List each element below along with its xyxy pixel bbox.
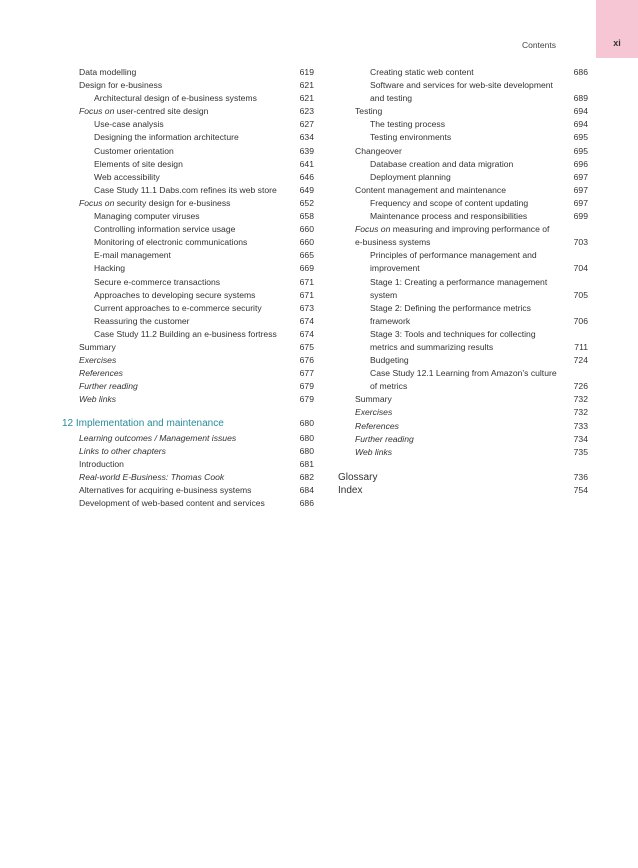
toc-entry-title-text: measuring and improving performance of [390, 224, 550, 235]
toc-entry-title: Database creation and data migration [370, 158, 514, 169]
toc-entry [62, 79, 314, 92]
toc-entry [338, 289, 588, 302]
toc-entry-title: Stage 2: Defining the performance metrics [370, 302, 531, 313]
toc-entry-page: 676 [299, 355, 314, 366]
toc-entry-page: 665 [299, 250, 314, 261]
toc-entry-title: system [370, 289, 398, 300]
toc-entry [62, 171, 314, 184]
toc-entry-title: Current approaches to e-commerce security [94, 302, 262, 313]
toc-entry-page: 697 [573, 197, 588, 208]
toc-entry [62, 484, 314, 497]
toc-entry-title: Glossary [338, 471, 378, 483]
toc-entry-page: 724 [573, 355, 588, 366]
toc-entry [338, 406, 588, 419]
toc-entry [62, 184, 314, 197]
toc-entry-title: E-mail management [94, 250, 171, 261]
toc-entry [62, 393, 314, 406]
toc-chapter-heading [62, 417, 314, 430]
toc-entry [338, 315, 588, 328]
toc-entry-page: 623 [299, 106, 314, 117]
toc-entry-prefix: Focus on [355, 224, 391, 235]
toc-entry-page: 703 [573, 237, 588, 248]
toc-entry-title: Exercises [79, 355, 117, 366]
toc-entry-title: Index [338, 484, 363, 496]
toc-entry [62, 341, 314, 354]
toc-entry-title: Creating static web content [370, 67, 474, 77]
toc-entry-title: Secure e-commerce transactions [94, 276, 221, 287]
toc-entry-title: Real-world E-Business: Thomas Cook [79, 471, 225, 482]
toc-entry-page: 627 [299, 119, 314, 130]
toc-entry-title: Elements of site design [94, 158, 183, 169]
toc-entry-title: Web links [79, 394, 117, 405]
toc-entry-title: Reassuring the customer [94, 315, 190, 326]
toc-entry [62, 92, 314, 105]
toc-entry [338, 276, 588, 289]
toc-entry [338, 262, 588, 275]
toc-entry [338, 380, 588, 393]
toc-entry-title: Case Study 11.1 Dabs.com refines its web store [94, 184, 277, 195]
toc-entry [338, 131, 588, 144]
toc-entry-page: 658 [299, 211, 314, 222]
toc-entry-page: 646 [299, 171, 314, 182]
toc-entry [338, 420, 588, 433]
toc-entry [62, 367, 314, 380]
toc-entry-title: Exercises [355, 407, 393, 418]
page-number: xi [613, 38, 621, 48]
toc-entry-page: 674 [299, 315, 314, 326]
toc-entry [338, 354, 588, 367]
toc-entry-page: 680 [299, 445, 314, 456]
toc-entry [62, 354, 314, 367]
toc-entry-title: Summary [355, 394, 392, 405]
toc-entry-title: Data modelling [79, 67, 137, 77]
toc-entry-page: 652 [299, 197, 314, 208]
toc-entry [338, 302, 588, 315]
toc-entry-title: metrics and summarizing results [370, 341, 494, 352]
toc-entry-page: 694 [573, 106, 588, 117]
toc-entry [62, 158, 314, 171]
toc-entry-title: Budgeting [370, 355, 409, 366]
toc-entry [62, 276, 314, 289]
toc-entry-page: 697 [573, 171, 588, 182]
toc-entry-title: Frequency and scope of content updating [370, 197, 529, 208]
toc-column-left [62, 66, 314, 510]
toc-entry [338, 223, 588, 236]
toc-entry-title: of metrics [370, 381, 408, 392]
toc-entry-title: Web accessibility [94, 171, 160, 182]
toc-entry-page: 734 [573, 433, 588, 444]
toc-entry [338, 393, 588, 406]
toc-entry-page: 621 [299, 93, 314, 104]
toc-entry-page: 680 [299, 418, 314, 429]
toc-entry [338, 197, 588, 210]
toc-entry-title [79, 197, 300, 210]
toc-entry-page: 621 [299, 80, 314, 91]
toc-entry-title [79, 105, 300, 118]
toc-entry [338, 367, 588, 380]
toc-entry [62, 432, 314, 445]
toc-entry-title: Architectural design of e-business systems [94, 93, 257, 104]
toc-entry [338, 210, 588, 223]
toc-entry-title: Further reading [355, 433, 414, 444]
toc-entry-title: Customer orientation [94, 145, 174, 156]
toc-entry-page: 704 [573, 263, 588, 274]
toc-entry-title: References [79, 368, 123, 379]
toc-entry [338, 484, 588, 497]
toc-entry [62, 445, 314, 458]
toc-entry [62, 289, 314, 302]
toc-entry-title [355, 223, 588, 236]
toc-entry-title: Case Study 12.1 Learning from Amazon’s culture [370, 368, 557, 379]
toc-entry-title: Software and services for web-site development [370, 80, 553, 91]
toc-entry-page: 706 [573, 315, 588, 326]
toc-entry-page: 674 [299, 328, 314, 339]
toc-entry-page: 679 [299, 394, 314, 405]
toc-entry-page: 686 [573, 67, 588, 77]
toc-entry-title: Stage 1: Creating a performance management [370, 276, 548, 287]
toc-entry [62, 380, 314, 393]
toc-entry-page: 671 [299, 276, 314, 287]
toc-entry-page: 695 [573, 132, 588, 143]
toc-entry-title: Development of web-based content and services [79, 498, 265, 508]
toc-entry [338, 249, 588, 262]
toc-entry [62, 458, 314, 471]
toc-entry-title: Introduction [79, 458, 124, 469]
toc-entry-page: 733 [573, 420, 588, 431]
toc-entry-page: 669 [299, 263, 314, 274]
toc-entry-page: 634 [299, 132, 314, 143]
page-number-tab [596, 0, 638, 58]
toc-entry-title: Designing the information architecture [94, 132, 239, 143]
toc-entry [338, 79, 588, 92]
toc-entry-page: 660 [299, 224, 314, 235]
toc-entry-page: 619 [299, 67, 314, 77]
toc-entry [338, 446, 588, 459]
toc-entry-page: 732 [573, 394, 588, 405]
toc-entry-page: 677 [299, 368, 314, 379]
toc-entry-page: 726 [573, 381, 588, 392]
toc-entry [338, 471, 588, 484]
toc-entry [338, 433, 588, 446]
toc-entry-page: 732 [573, 407, 588, 418]
toc-entry-title: Design for e-business [79, 80, 163, 91]
toc-entry-title: Further reading [79, 381, 138, 392]
toc-entry-prefix: Focus on [79, 197, 115, 208]
toc-entry-title: Stage 3: Tools and techniques for collecting [370, 328, 536, 339]
toc-entry-title: Case Study 11.2 Building an e-business fortress [94, 328, 277, 339]
toc-entry-title: Content management and maintenance [355, 184, 506, 195]
toc-entry-title: improvement [370, 263, 420, 274]
toc-entry-title: Managing computer viruses [94, 211, 200, 222]
toc-entry-page: 736 [573, 471, 588, 482]
toc-entry-title: 12 Implementation and maintenance [62, 418, 224, 430]
toc-entry [62, 497, 314, 510]
toc-entry-page: 639 [299, 145, 314, 156]
toc-entry-title: Summary [79, 341, 116, 352]
toc-entry [62, 262, 314, 275]
toc-entry [62, 210, 314, 223]
toc-entry-page: 684 [299, 484, 314, 495]
toc-entry-page: 649 [299, 184, 314, 195]
toc-entry [62, 145, 314, 158]
toc-entry-title: e-business systems [355, 237, 431, 248]
toc-entry-page: 679 [299, 381, 314, 392]
toc-entry-title: Changeover [355, 145, 402, 156]
toc-entry-page: 696 [573, 158, 588, 169]
toc-entry [62, 131, 314, 144]
toc-entry-page: 689 [573, 93, 588, 104]
toc-entry [62, 118, 314, 131]
toc-entry-page: 694 [573, 119, 588, 130]
toc-entry-title: Learning outcomes / Management issues [79, 432, 237, 443]
toc-entry-title-text: security design for e-business [114, 197, 231, 208]
toc-entry-page: 641 [299, 158, 314, 169]
toc-entry-page: 754 [573, 484, 588, 495]
toc-entry [338, 118, 588, 131]
toc-entry-title: Use-case analysis [94, 119, 164, 130]
toc-entry [62, 328, 314, 341]
toc-entry [62, 315, 314, 328]
toc-entry-page: 695 [573, 145, 588, 156]
toc-entry [62, 105, 314, 118]
toc-entry-title-text: user-centred site design [114, 106, 209, 117]
toc-entry [338, 236, 588, 249]
toc-entry [62, 66, 314, 79]
toc-entry [338, 92, 588, 105]
toc-entry-title: Alternatives for acquiring e-business systems [79, 484, 252, 495]
toc-entry-page: 671 [299, 289, 314, 300]
toc-entry-prefix: Focus on [79, 106, 115, 117]
toc-entry [338, 105, 588, 118]
toc-entry [62, 302, 314, 315]
toc-entry-page: 681 [299, 458, 314, 469]
toc-entry-title: Hacking [94, 263, 126, 274]
toc-entry-title: Testing environments [370, 132, 452, 143]
toc-entry-title: Maintenance process and responsibilities [370, 211, 528, 222]
toc-entry [338, 171, 588, 184]
toc-column-right [338, 66, 588, 497]
toc-entry [338, 145, 588, 158]
toc-entry-page: 673 [299, 302, 314, 313]
toc-entry-title: Approaches to developing secure systems [94, 289, 256, 300]
toc-entry [338, 184, 588, 197]
toc-entry-title: Web links [355, 446, 393, 457]
toc-entry-page: 675 [299, 341, 314, 352]
toc-entry-page: 735 [573, 446, 588, 457]
toc-entry-title: Testing [355, 106, 383, 117]
toc-entry [62, 249, 314, 262]
toc-entry [338, 158, 588, 171]
toc-entry-page: 686 [299, 498, 314, 508]
toc-entry [62, 471, 314, 484]
toc-entry-title: Links to other chapters [79, 445, 166, 456]
toc-entry [338, 66, 588, 79]
toc-entry-title: Deployment planning [370, 171, 451, 182]
toc-entry-page: 680 [299, 432, 314, 443]
toc-entry-title: Controlling information service usage [94, 224, 236, 235]
toc-entry-title: Monitoring of electronic communications [94, 237, 248, 248]
toc-entry-page: 699 [573, 211, 588, 222]
toc-entry-title: References [355, 420, 399, 431]
toc-entry-page: 705 [573, 289, 588, 300]
toc-entry-page: 660 [299, 237, 314, 248]
toc-entry-title: framework [370, 315, 411, 326]
toc-entry-title: and testing [370, 93, 413, 104]
toc-entry-page: 697 [573, 184, 588, 195]
toc-entry-page: 711 [574, 341, 588, 352]
toc-entry [62, 236, 314, 249]
toc-entry-title: The testing process [370, 119, 445, 130]
toc-entry [62, 197, 314, 210]
toc-entry-title: Principles of performance management and [370, 250, 537, 261]
running-header-section: Contents [521, 40, 556, 50]
toc-entry [338, 328, 588, 341]
toc-entry [62, 223, 314, 236]
toc-entry-page: 682 [299, 471, 314, 482]
toc-entry [338, 341, 588, 354]
